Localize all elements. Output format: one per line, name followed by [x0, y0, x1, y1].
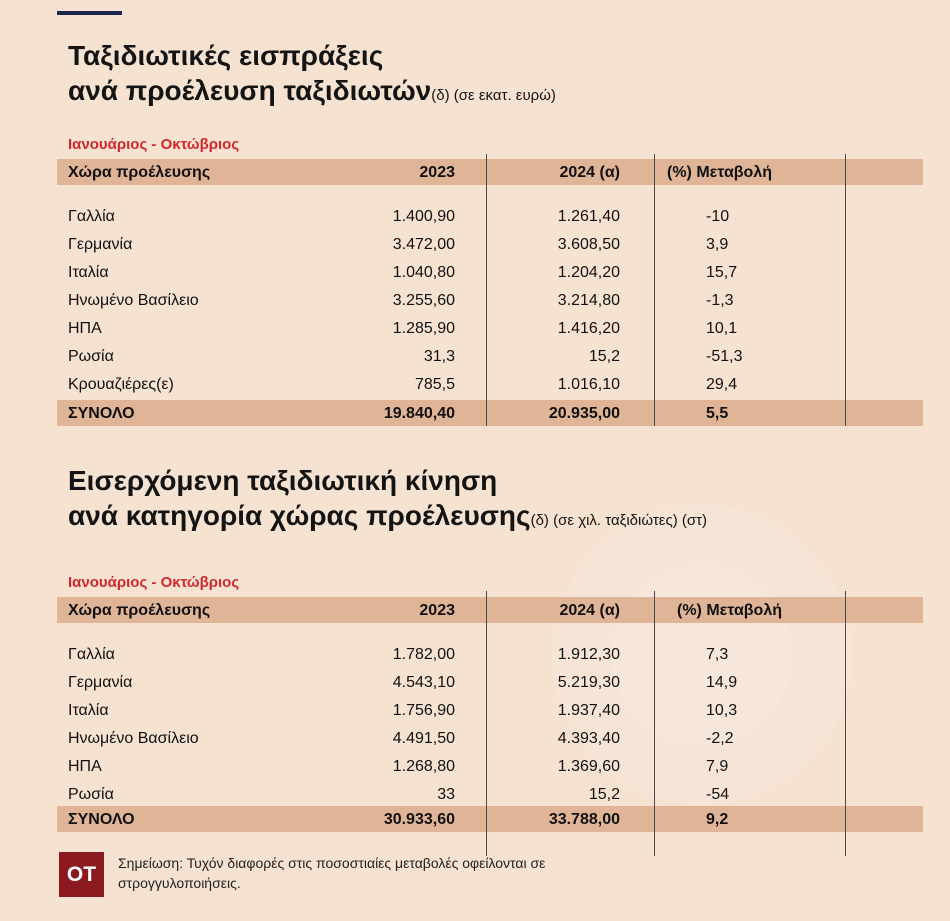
table1-title-sub: (δ) (σε εκατ. ευρώ): [431, 87, 556, 104]
value-2024-cell: 5.219,30: [557, 674, 620, 691]
country-cell: ΣΥΝΟΛΟ: [68, 405, 135, 422]
table-row: [0, 315, 950, 343]
table-row: [0, 231, 950, 259]
table-row: [0, 669, 950, 697]
country-cell: Χώρα προέλευσης: [68, 164, 211, 181]
country-cell: Ιταλία: [68, 264, 109, 281]
change-cell: 5,5: [706, 405, 729, 422]
value-2024-cell: 15,2: [588, 786, 620, 803]
change-cell: 10,3: [706, 702, 738, 719]
value-2024-cell: 1.369,60: [557, 758, 620, 775]
table-total-row: [0, 400, 950, 428]
value-2024-cell: 33.788,00: [548, 811, 620, 828]
value-2024-cell: 2024 (α): [559, 164, 620, 181]
table-header-row: [0, 159, 950, 187]
table-row: [0, 725, 950, 753]
change-cell: 14,9: [706, 674, 738, 691]
country-cell: Γαλλία: [68, 646, 115, 663]
table-row: [0, 203, 950, 231]
table-row: [0, 697, 950, 725]
table-row: [0, 753, 950, 781]
table1-title-line1: Ταξιδιωτικές εισπράξεις: [68, 40, 384, 71]
change-cell: -1,3: [706, 292, 734, 309]
table-row: [0, 287, 950, 315]
country-cell: Γαλλία: [68, 208, 115, 225]
footnote: Σημείωση: Τυχόν διαφορές στις ποσοστιαίες μεταβολές οφείλονται σε στρογγυλοποιήσεις.: [118, 855, 546, 891]
table2-title: [68, 463, 707, 538]
change-cell: 10,1: [706, 320, 738, 337]
change-cell: 7,9: [706, 758, 729, 775]
change-cell: 7,3: [706, 646, 729, 663]
value-2023-cell: 2023: [419, 602, 455, 619]
change-cell: 29,4: [706, 376, 738, 393]
change-cell: -2,2: [706, 730, 734, 747]
value-2024-cell: 3.608,50: [557, 236, 620, 253]
value-2023-cell: 1.400,90: [392, 208, 455, 225]
table-row: [0, 641, 950, 669]
change-cell: 3,9: [706, 236, 729, 253]
value-2023-cell: 1.268,80: [392, 758, 455, 775]
table1-title-line2: ανά προέλευση ταξιδιωτών: [68, 75, 432, 106]
change-cell: (%) Μεταβολή: [667, 164, 772, 181]
value-2024-cell: 1.016,10: [557, 376, 620, 393]
value-2023-cell: 4.543,10: [392, 674, 455, 691]
value-2024-cell: 2024 (α): [559, 602, 620, 619]
value-2023-cell: 1.782,00: [392, 646, 455, 663]
value-2023-cell: 785,5: [414, 376, 455, 393]
table-total-row: [0, 806, 950, 834]
table2-title-sub: (δ) (σε χιλ. ταξιδιώτες) (στ): [530, 512, 708, 529]
change-cell: -54: [706, 786, 730, 803]
value-2024-cell: 1.204,20: [557, 264, 620, 281]
value-2023-cell: 3.255,60: [392, 292, 455, 309]
table1-title: [68, 38, 556, 113]
country-cell: Ρωσία: [68, 348, 114, 365]
country-cell: Κρουαζιέρες(ε): [68, 376, 174, 393]
value-2024-cell: 1.261,40: [557, 208, 620, 225]
change-cell: -51,3: [706, 348, 743, 365]
table-row: [0, 259, 950, 287]
value-2023-cell: 31,3: [423, 348, 455, 365]
country-cell: ΗΠΑ: [68, 320, 102, 337]
value-2024-cell: 4.393,40: [557, 730, 620, 747]
table-row: [0, 343, 950, 371]
change-cell: 9,2: [706, 811, 729, 828]
change-cell: -10: [706, 208, 730, 225]
value-2024-cell: 1.937,40: [557, 702, 620, 719]
ot-logo: ΟΤ: [59, 852, 104, 897]
country-cell: Χώρα προέλευσης: [68, 602, 211, 619]
top-accent-line: [57, 11, 122, 15]
value-2024-cell: 3.214,80: [557, 292, 620, 309]
value-2023-cell: 1.285,90: [392, 320, 455, 337]
change-cell: (%) Μεταβολή: [677, 602, 782, 619]
value-2023-cell: 19.840,40: [383, 405, 455, 422]
value-2023-cell: 1.756,90: [392, 702, 455, 719]
value-2023-cell: 2023: [419, 164, 455, 181]
table2-title-line2: ανά κατηγορία χώρας προέλευσης: [68, 500, 531, 531]
table2-period: Ιανουάριος - Οκτώβριος: [68, 574, 240, 591]
country-cell: Γερμανία: [68, 674, 133, 691]
country-cell: Γερμανία: [68, 236, 133, 253]
country-cell: ΗΠΑ: [68, 758, 102, 775]
table2-title-line1: Εισερχόμενη ταξιδιωτική κίνηση: [68, 465, 498, 496]
value-2024-cell: 20.935,00: [548, 405, 620, 422]
table-row: [0, 781, 950, 809]
value-2023-cell: 1.040,80: [392, 264, 455, 281]
table-row: [0, 371, 950, 399]
value-2024-cell: 15,2: [588, 348, 620, 365]
country-cell: Ρωσία: [68, 786, 114, 803]
value-2024-cell: 1.912,30: [557, 646, 620, 663]
country-cell: Ιταλία: [68, 702, 109, 719]
value-2023-cell: 3.472,00: [392, 236, 455, 253]
value-2024-cell: 1.416,20: [557, 320, 620, 337]
country-cell: Ηνωμένο Βασίλειο: [68, 292, 199, 309]
table-header-row: [0, 597, 950, 625]
country-cell: ΣΥΝΟΛΟ: [68, 811, 135, 828]
country-cell: Ηνωμένο Βασίλειο: [68, 730, 199, 747]
value-2023-cell: 4.491,50: [392, 730, 455, 747]
value-2023-cell: 30.933,60: [383, 811, 455, 828]
table1-period: Ιανουάριος - Οκτώβριος: [68, 136, 240, 153]
change-cell: 15,7: [706, 264, 738, 281]
value-2023-cell: 33: [437, 786, 455, 803]
